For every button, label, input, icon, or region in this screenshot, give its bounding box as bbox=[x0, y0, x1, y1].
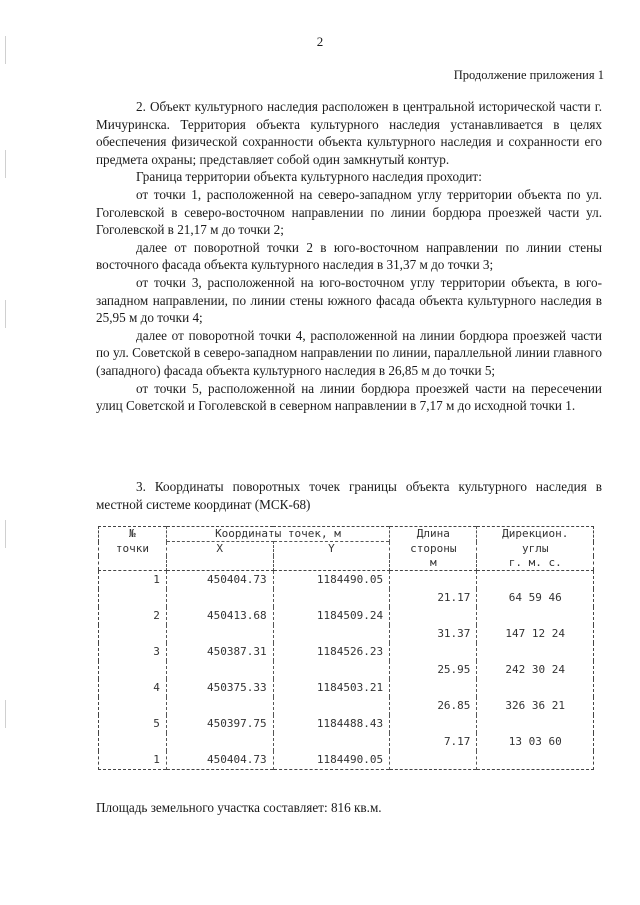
coordinates-table bbox=[98, 526, 594, 770]
header-direction-unit: г. м. с. bbox=[477, 556, 594, 571]
table-row bbox=[99, 589, 594, 607]
margin-mark bbox=[5, 520, 6, 548]
appendix-note: Продолжение приложения 1 bbox=[453, 68, 604, 82]
page-number: 2 bbox=[316, 34, 324, 49]
table-row bbox=[99, 751, 594, 770]
point-number: 1 bbox=[99, 751, 167, 770]
point-x: 450404.73 bbox=[166, 571, 273, 590]
point-y: 1184526.23 bbox=[273, 643, 390, 661]
point-number: 4 bbox=[99, 679, 167, 697]
table-row bbox=[99, 733, 594, 751]
point-number: 5 bbox=[99, 715, 167, 733]
header-empty bbox=[273, 556, 390, 571]
header-direction-sub: углы bbox=[521, 541, 549, 555]
paragraph: от точки 5, расположенной на линии бордюра проезжей части на пересечении улиц Советской и Гоголевской в северном направлении в 7,17 м до исходной точки 1. bbox=[96, 380, 602, 414]
segment-length: 25.95 bbox=[390, 661, 477, 679]
point-x: 450387.31 bbox=[166, 643, 273, 661]
segment-angle: 242 30 24 bbox=[505, 663, 566, 676]
point-y: 1184490.05 bbox=[273, 751, 390, 770]
point-x: 450413.68 bbox=[166, 607, 273, 625]
table-row bbox=[99, 571, 594, 590]
header-length-sub: стороны bbox=[390, 542, 477, 557]
margin-mark bbox=[5, 700, 6, 728]
point-number: 2 bbox=[99, 607, 167, 625]
paragraph: от точки 3, расположенной на юго-восточном углу территории объекта, в юго-западном направлении, по линии стены южного фасада объекта культурного наследия в 25,95 м до точки 4; bbox=[96, 274, 602, 326]
paragraph: от точки 1, расположенной на северо-западном углу территории объекта по ул. Гоголевской в северо-восточном направлении по линии бордюра проезжей части ул. Гоголевской в 21,17 м до точки 2; bbox=[96, 186, 602, 238]
segment-length: 21.17 bbox=[390, 589, 477, 607]
paragraph: далее от поворотной точки 2 в юго-восточном направлении по линии стены восточного фасада объекта культурного наследия в 31,37 м до точки 3; bbox=[96, 239, 602, 273]
header-empty bbox=[166, 556, 273, 571]
table-row bbox=[99, 679, 594, 697]
area-statement: Площадь земельного участка составляет: 816 кв.м. bbox=[96, 800, 382, 815]
segment-length: 7.17 bbox=[390, 733, 477, 751]
header-length-unit: м bbox=[390, 556, 477, 571]
header-y: Y bbox=[273, 542, 390, 557]
margin-mark bbox=[5, 300, 6, 328]
table-row bbox=[99, 697, 594, 715]
paragraph: далее от поворотной точки 4, расположенной на линии бордюра проезжей части по ул. Советской в северо-западном направлении по линии, параллельной линии главного (западного) фасада объекта культурного наследия в 26,85 м до точки 5; bbox=[96, 327, 602, 378]
segment-angle: 64 59 46 bbox=[508, 591, 562, 604]
header-x: X bbox=[166, 542, 273, 557]
table-row bbox=[99, 607, 594, 625]
segment-angle: 326 36 21 bbox=[505, 699, 566, 712]
section-3-title: 3. Координаты поворотных точек границы объекта культурного наследия в местной системе координат (МСК-68) bbox=[96, 479, 602, 512]
header-direction: Дирекцион. bbox=[502, 527, 569, 541]
section-2-text bbox=[96, 98, 602, 415]
header-coords: Координаты точек, м bbox=[166, 527, 389, 542]
point-y: 1184509.24 bbox=[273, 607, 390, 625]
point-x: 450375.33 bbox=[166, 679, 273, 697]
segment-length: 31.37 bbox=[390, 625, 477, 643]
point-y: 1184488.43 bbox=[273, 715, 390, 733]
header-num: № bbox=[99, 527, 167, 542]
margin-mark bbox=[5, 150, 6, 178]
segment-angle: 147 12 24 bbox=[505, 627, 566, 640]
table-row bbox=[99, 715, 594, 733]
table-row bbox=[99, 661, 594, 679]
header-length: Длина bbox=[390, 527, 477, 542]
point-number: 1 bbox=[99, 571, 167, 590]
header-num-sub: точки bbox=[99, 542, 167, 557]
header-empty bbox=[99, 556, 167, 571]
paragraph: Граница территории объекта культурного наследия проходит: bbox=[136, 169, 482, 185]
segment-angle: 13 03 60 bbox=[508, 735, 562, 748]
table-row bbox=[99, 643, 594, 661]
point-x: 450404.73 bbox=[166, 751, 273, 770]
point-y: 1184503.21 bbox=[273, 679, 390, 697]
table-row bbox=[99, 625, 594, 643]
point-y: 1184490.05 bbox=[273, 571, 390, 590]
point-x: 450397.75 bbox=[166, 715, 273, 733]
segment-length: 26.85 bbox=[390, 697, 477, 715]
point-number: 3 bbox=[99, 643, 167, 661]
paragraph: 2. Объект культурного наследия расположен в центральной исторической части г. Мичуринска. Территория объекта культурного наследия устанавливается в целях обеспечения физической сохранности объекта культурного наследия и сохранности его предмета охраны; представляет собой один замкнутый контур. bbox=[96, 99, 602, 167]
